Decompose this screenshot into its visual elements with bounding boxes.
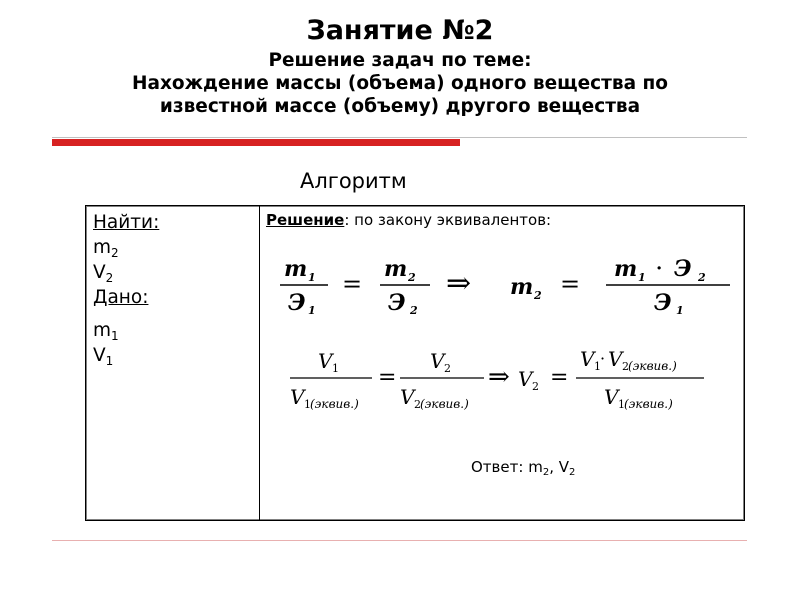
svg-text:2: 2 bbox=[622, 360, 629, 373]
svg-text:·: · bbox=[656, 258, 663, 279]
table-column-divider bbox=[259, 206, 260, 520]
svg-text:1: 1 bbox=[676, 304, 684, 317]
svg-text:=: = bbox=[342, 270, 363, 298]
slide-title: Занятие №2 bbox=[306, 15, 494, 46]
svg-text:1: 1 bbox=[594, 360, 601, 373]
svg-text:1: 1 bbox=[308, 271, 316, 284]
svg-text:(эквив.): (эквив.) bbox=[628, 359, 677, 373]
svg-text:V: V bbox=[400, 385, 415, 409]
svg-text:(эквив.): (эквив.) bbox=[310, 397, 359, 411]
svg-text:=: = bbox=[560, 270, 581, 298]
footer-divider bbox=[52, 540, 747, 541]
svg-text:Э: Э bbox=[388, 290, 406, 316]
find-label: Найти: bbox=[93, 212, 160, 233]
svg-text:Э: Э bbox=[654, 290, 672, 316]
svg-text:Э: Э bbox=[288, 290, 306, 316]
slide-topic-line-2: известной массе (объему) другого вещества bbox=[159, 96, 641, 117]
svg-text:Э: Э bbox=[674, 256, 692, 282]
slide-title-block bbox=[0, 14, 800, 118]
svg-text:2: 2 bbox=[698, 271, 706, 284]
algorithm-heading: Алгоритм bbox=[300, 169, 407, 193]
svg-text:⇒: ⇒ bbox=[488, 362, 510, 392]
svg-text:2: 2 bbox=[534, 289, 542, 302]
svg-text:2: 2 bbox=[414, 398, 421, 411]
title-divider-grey bbox=[52, 137, 747, 138]
svg-text:=: = bbox=[550, 365, 569, 390]
volume-equivalence-formula bbox=[280, 340, 720, 420]
svg-text:2: 2 bbox=[444, 362, 451, 375]
find-item: $V_2$ bbox=[93, 262, 114, 285]
svg-text:V: V bbox=[318, 349, 333, 373]
svg-text:1: 1 bbox=[638, 271, 646, 284]
svg-text:·: · bbox=[600, 349, 606, 368]
find-item: $m_2$ bbox=[93, 237, 119, 260]
solution-heading bbox=[266, 210, 551, 230]
solution-heading-bold: Решение bbox=[266, 211, 345, 229]
solution-heading-rest: : по закону эквивалентов: bbox=[344, 211, 552, 229]
given-find-column bbox=[93, 210, 159, 368]
svg-text:V: V bbox=[290, 385, 305, 409]
slide-topic-line-1: Нахождение массы (объема) одного вещества по bbox=[131, 73, 668, 94]
svg-text:1: 1 bbox=[308, 304, 316, 317]
svg-text:(эквив.): (эквив.) bbox=[420, 397, 469, 411]
svg-text:2: 2 bbox=[410, 304, 418, 317]
svg-text:m: m bbox=[284, 256, 308, 282]
svg-text:=: = bbox=[378, 365, 397, 390]
mass-equivalence-formula bbox=[270, 250, 740, 320]
given-item: $V_1$ bbox=[93, 345, 114, 368]
slide-subtitle: Решение задач по теме: bbox=[268, 50, 532, 71]
svg-text:V: V bbox=[580, 347, 595, 371]
svg-text:m: m bbox=[510, 274, 534, 300]
svg-text:1: 1 bbox=[332, 362, 339, 375]
svg-text:2: 2 bbox=[532, 380, 539, 393]
svg-text:m: m bbox=[384, 256, 408, 282]
given-item: $m_1$ bbox=[93, 320, 119, 343]
svg-text:V: V bbox=[604, 385, 619, 409]
svg-text:1: 1 bbox=[618, 398, 625, 411]
given-label: Дано: bbox=[93, 287, 149, 308]
svg-text:⇒: ⇒ bbox=[446, 266, 472, 301]
svg-text:2: 2 bbox=[408, 271, 416, 284]
svg-text:V: V bbox=[430, 349, 445, 373]
answer-line: Ответ: $m_2$, $V_2$ bbox=[471, 458, 576, 478]
svg-text:1: 1 bbox=[304, 398, 311, 411]
svg-text:m: m bbox=[614, 256, 638, 282]
svg-text:V: V bbox=[518, 367, 533, 391]
svg-text:V: V bbox=[608, 347, 623, 371]
svg-text:(эквив.): (эквив.) bbox=[624, 397, 673, 411]
title-divider-red bbox=[52, 139, 460, 146]
